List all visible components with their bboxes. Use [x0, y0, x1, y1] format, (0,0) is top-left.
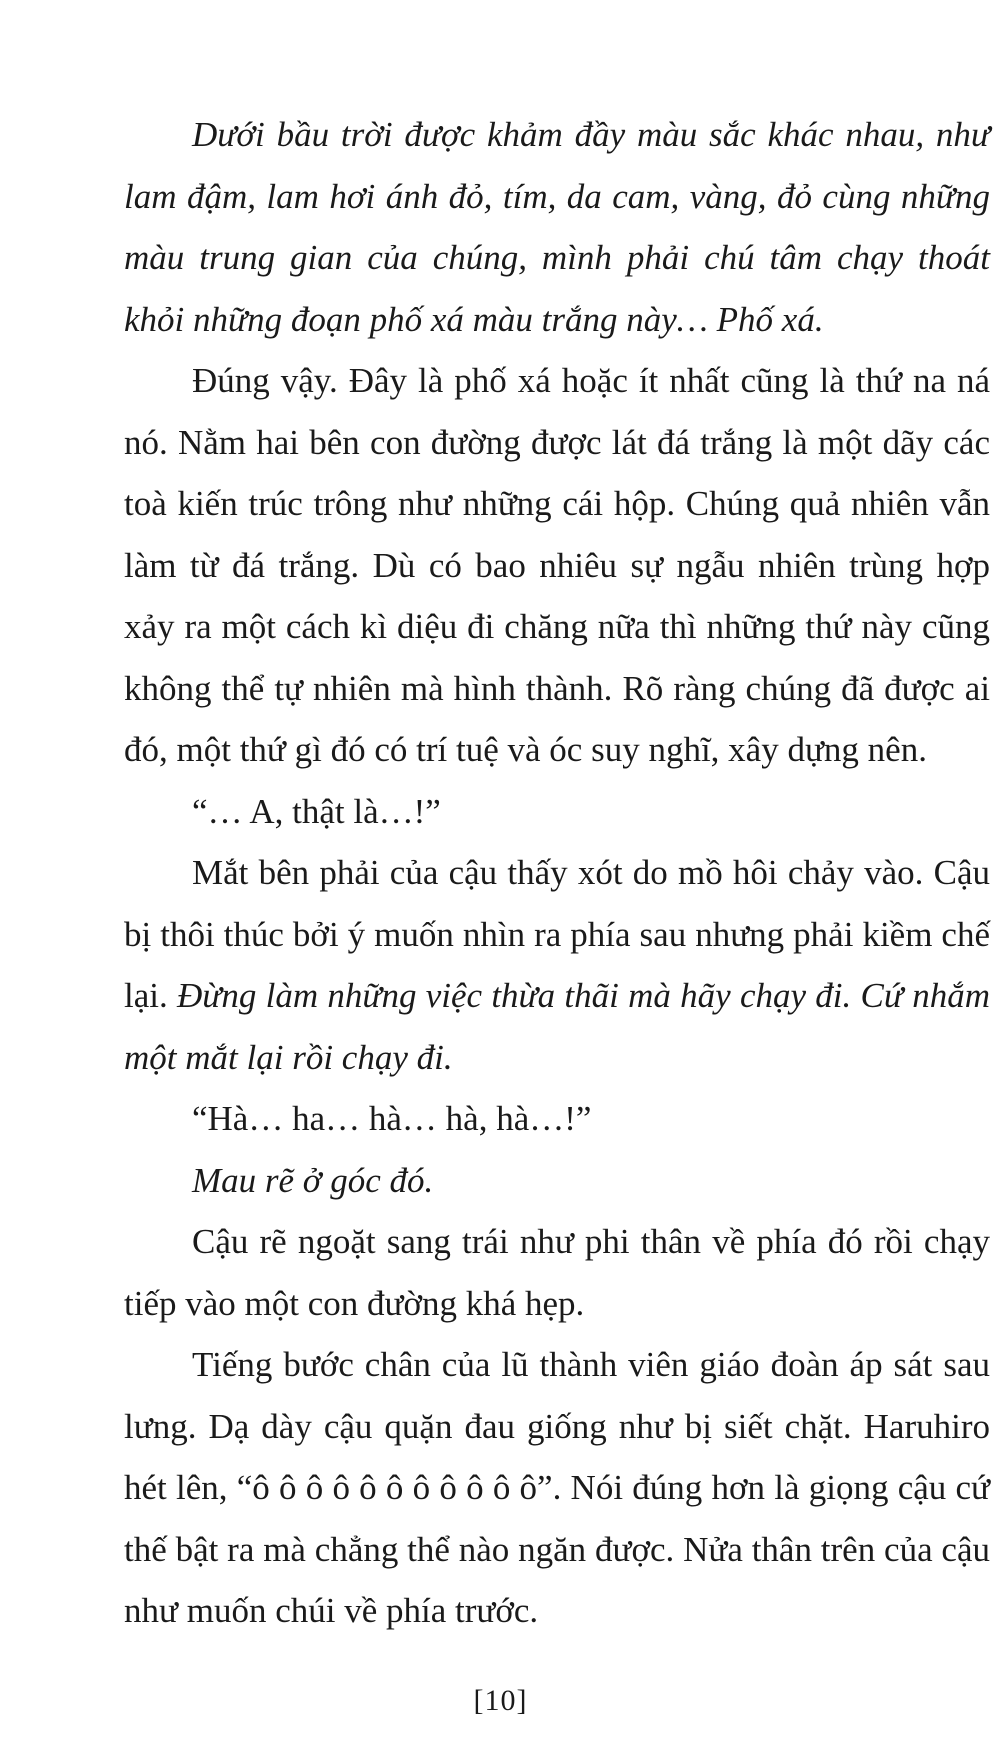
dialogue-line: “… A, thật là…!”	[192, 791, 441, 831]
paragraph: Cậu rẽ ngoặt sang trái như phi thân về phía đó rồi chạy tiếp vào một con đường khá hẹp.	[124, 1222, 990, 1323]
paragraph-italic-intro: Dưới bầu trời được khảm đầy màu sắc khác nhau, như lam đậm, lam hơi ánh đỏ, tím, da cam, vàng, đỏ cùng những màu trung gian của chúng, mình phải chú tâm chạy thoát khỏi những đoạn phố xá màu trắng này… Phố xá.	[124, 115, 990, 339]
page-number: [10]	[473, 1684, 528, 1717]
italic-thought-line: Mau rẽ ở góc đó.	[192, 1160, 434, 1200]
paragraph: Đúng vậy. Đây là phố xá hoặc ít nhất cũng là thứ na ná nó. Nằm hai bên con đường được lát đá trắng là một dãy các toà kiến trúc trông như những cái hộp. Chúng quả nhiên vẫn làm từ đá trắng. Dù có bao nhiêu sự ngẫu nhiên trùng hợp xảy ra một cách kì diệu đi chăng nữa thì những thứ này cũng không thể tự nhiên mà hình thành. Rõ ràng chúng đã được ai đó, một thứ gì đó có trí tuệ và óc suy nghĩ, xây dựng nên.	[124, 361, 990, 769]
paragraph: Tiếng bước chân của lũ thành viên giáo đoàn áp sát sau lưng. Dạ dày cậu quặn đau giống như bị siết chặt. Haruhiro hét lên, “ô ô ô ô ô ô ô ô ô ô ô”. Nói đúng hơn là giọng cậu cứ thế bật ra mà chẳng thể nào ngăn được. Nửa thân trên của cậu như muốn chúi về phía trước.	[124, 1345, 990, 1630]
paragraph-mixed	[124, 842, 990, 1088]
body-text	[124, 104, 990, 1642]
paragraph-text: Mắt bên phải của cậu thấy xót do mồ hôi chảy vào. Cậu bị thôi thúc bởi ý muốn nhìn ra phía sau nhưng phải kiềm chế lại.	[124, 853, 990, 1015]
italic-thought: Đừng làm những việc thừa thãi mà hãy chạy đi. Cứ nhắm một mắt lại rồi chạy đi.	[124, 976, 991, 1077]
dialogue-line: “Hà… ha… hà… hà, hà…!”	[192, 1099, 592, 1138]
